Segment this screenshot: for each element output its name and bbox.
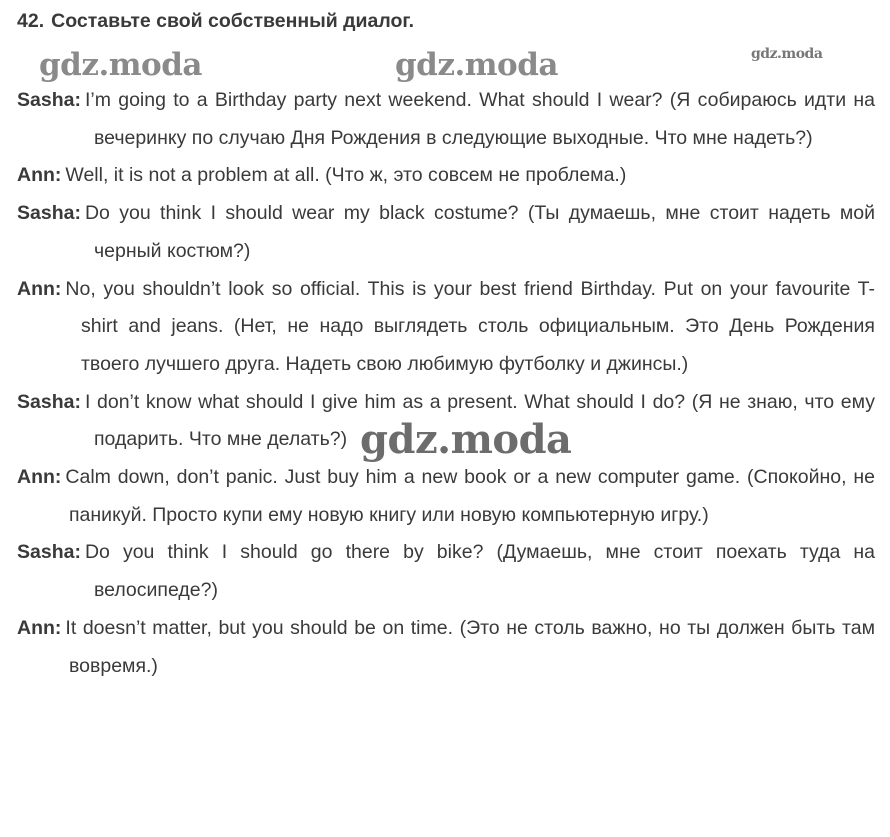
- dialog-line: [17, 610, 875, 685]
- speaker-label: Ann:: [17, 277, 62, 300]
- dialog-line: [17, 157, 875, 195]
- line-text: No, you shouldn’t look so official. This is your best friend Birthday. Put on your favourite T-shirt and jeans. (Нет, не надо выглядеть столь официальным. Это День Рождения твоего лучшего друга. Надеть свою любимую футболку и джинсы.): [65, 277, 875, 375]
- line-text: It doesn’t matter, but you should be on time. (Это не столь важно, но ты должен быть там вовремя.): [65, 616, 875, 677]
- watermark: gdz.moda: [360, 416, 572, 463]
- dialog: [17, 82, 875, 685]
- line-text: I don’t know what should I give him as a present. What should I do? (Я не знаю, что ему подарить. Что мне делать?): [84, 390, 875, 451]
- line-text: Do you think I should wear my black costume? (Ты думаешь, мне стоит надеть мой черный костюм?): [84, 202, 875, 262]
- exercise-number: 42.: [17, 10, 45, 32]
- dialog-line: [17, 534, 875, 609]
- exercise-title: [17, 10, 414, 33]
- dialog-line: [17, 195, 875, 270]
- watermark: gdz.moda: [751, 46, 823, 62]
- line-text: I’m going to a Birthday party next weekend. What should I wear? (Я собираюсь идти на вечеринку по случаю Дня Рождения в следующие выходные. Что мне надеть?): [84, 89, 875, 149]
- dialog-line: [17, 82, 875, 157]
- dialog-line: [17, 271, 875, 384]
- speaker-label: Sasha:: [17, 541, 81, 564]
- watermark: gdz.moda: [39, 47, 202, 83]
- speaker-label: Ann:: [17, 616, 62, 639]
- exercise-instruction: Составьте свой собственный диалог.: [51, 10, 415, 32]
- speaker-label: Sasha:: [17, 89, 81, 111]
- speaker-label: Ann:: [17, 164, 62, 187]
- watermark: gdz.moda: [395, 47, 558, 83]
- line-text: Well, it is not a problem at all. (Что ж, это совсем не проблема.): [65, 164, 627, 187]
- line-text: Calm down, don’t panic. Just buy him a new book or a new computer game. (Спокойно, не паникуй. Просто купи ему новую книгу или новую компьютерную игру.): [65, 466, 875, 526]
- speaker-label: Sasha:: [17, 202, 81, 225]
- dialog-line: [17, 459, 875, 534]
- speaker-label: Sasha:: [17, 390, 81, 413]
- speaker-label: Ann:: [17, 466, 62, 489]
- line-text: Do you think I should go there by bike? (Думаешь, мне стоит поехать туда на велосипеде?): [84, 541, 875, 602]
